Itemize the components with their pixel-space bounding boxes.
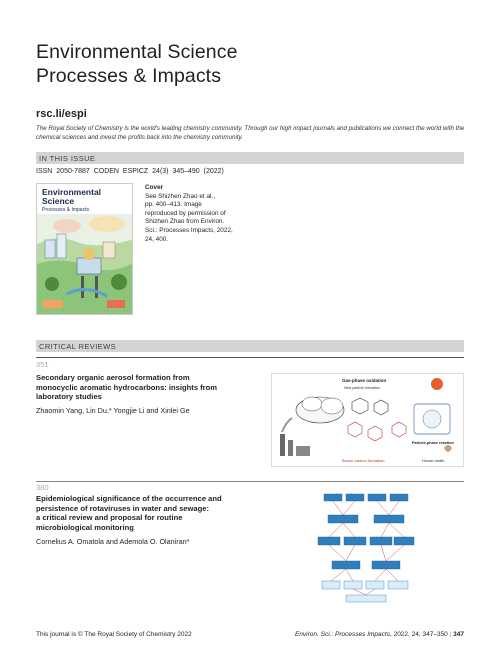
footer-page-number: 347	[453, 631, 464, 638]
article-page-number: 380	[36, 483, 49, 492]
article-title[interactable]	[36, 373, 248, 402]
article-title-line: a critical review and proposal for routine	[36, 513, 183, 523]
journal-website-link[interactable]: rsc.li/espi	[36, 108, 87, 120]
toc-graphic-soa	[271, 373, 464, 467]
critical-reviews-bar	[36, 340, 464, 352]
in-this-issue-label: IN THIS ISSUE	[39, 153, 96, 163]
article-divider	[36, 357, 464, 358]
cover-logo-line3: Processes & Impacts	[42, 207, 89, 213]
footer-journal-abbrev: Environ. Sci.: Processes Impacts	[294, 631, 390, 638]
article-divider	[36, 481, 464, 482]
cover-logo-line2: Science	[42, 196, 75, 206]
footer-citation	[295, 631, 464, 638]
journal-title	[36, 40, 238, 88]
article-title-line: microbiological monitoring	[36, 522, 134, 532]
cover-caption-heading: Cover	[145, 184, 164, 191]
graphic-label-new-particle: New particle formation	[344, 386, 380, 390]
cover-logo-line1: Environmental	[42, 187, 102, 197]
toc-graphic-rotavirus-flowchart	[316, 491, 416, 605]
critical-reviews-label: CRITICAL REVIEWS	[39, 341, 116, 351]
cover-illustration	[37, 184, 133, 315]
article-authors: Zhaomin Yang, Lin Du,* Yongjie Li and Xinlei Ge	[36, 406, 190, 415]
cover-caption-line: See Shizhen Zhao et al.,	[145, 192, 215, 200]
article-page-number: 351	[36, 360, 49, 369]
article-title-line: persistence of rotaviruses in water and sewage:	[36, 503, 210, 513]
graphic-label-brown-carbon: Brown carbon formation	[342, 458, 385, 463]
graphic-label-gas-phase: Gas-phase oxidation	[342, 378, 387, 383]
cover-caption-line: Shizhen Zhao from Environ.	[145, 218, 225, 226]
article-title-line: monocyclic aromatic hydrocarbons: insights from	[36, 382, 218, 392]
journal-title-line2: Processes & Impacts	[36, 65, 222, 87]
article-title-line: Secondary organic aerosol formation from	[36, 373, 190, 382]
cover-caption-line: 24, 400.	[145, 235, 169, 243]
footer-citation-detail: , 2022, 24, 347–350	[389, 631, 448, 638]
article-title-line: Epidemiological significance of the occurrence and	[36, 494, 222, 503]
cover-caption	[145, 184, 253, 244]
in-this-issue-bar	[36, 152, 464, 164]
article-authors: Cornelius A. Omatola and Ademola O. Olaniran*	[36, 537, 190, 546]
issn-coden-line: ISSN 2050-7887 CODEN ESPICZ 24(3) 345–490 (2022)	[36, 168, 224, 175]
cover-caption-line: pp. 400–413. Image	[145, 201, 202, 209]
cover-caption-line: Sci.: Processes Impacts, 2022,	[145, 226, 233, 234]
graphic-label-particle-phase: Particle-phase reaction	[412, 441, 454, 445]
rsc-description: The Royal Society of Chemistry is the world's leading chemistry community. Through our high impact journals and publications we connect the world with the chemical sciences and invest the profits back into the chemistry community.	[36, 125, 465, 141]
footer-copyright: This journal is © The Royal Society of Chemistry 2022	[36, 631, 192, 638]
graphic-label-human-health: Human health	[422, 459, 445, 463]
cover-image[interactable]	[36, 183, 133, 315]
article-title[interactable]	[36, 494, 248, 532]
article-title-line: laboratory studies	[36, 392, 102, 402]
footer-separator: |	[449, 631, 452, 638]
cover-caption-line: reproduced by permission of	[145, 209, 226, 217]
journal-title-line1: Environmental Science	[36, 41, 238, 63]
